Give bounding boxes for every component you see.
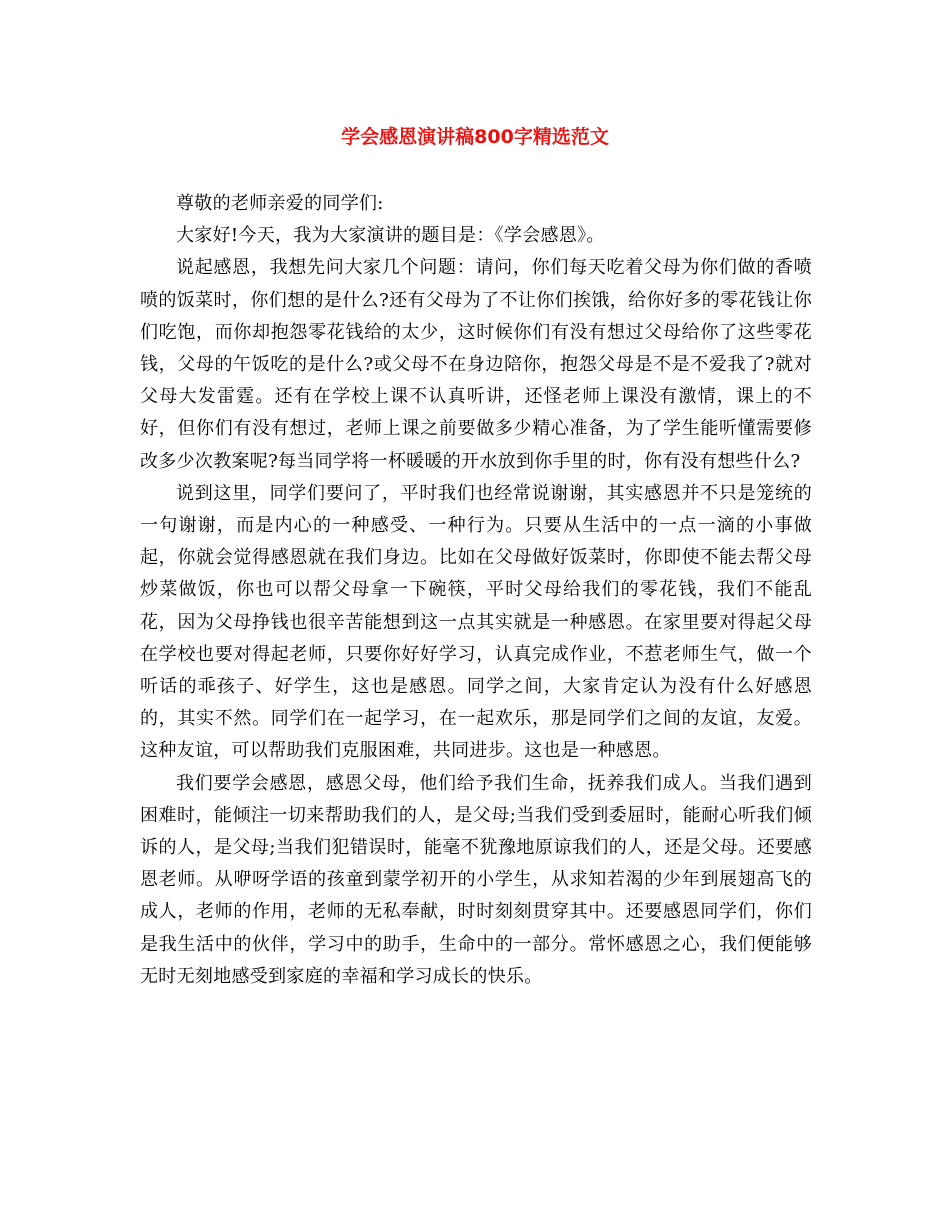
body-paragraph: 说到这里，同学们要问了，平时我们也经常说谢谢，其实感恩并不只是笼统的一句谢谢，而是内心的一种感受、一种行为。只要从生活中的一点一滴的小事做起，你就会觉得感恩就在我们身边。比如在父母做好饭菜时，你即使不能去帮父母炒菜做饭，你也可以帮父母拿一下碗筷，平时父母给我们的零花钱，我们不能乱花，因为父母挣钱也很辛苦能想到这一点其实就是一种感恩。在家里要对得起父母在学校也要对得起老师，只要你好好学习，认真完成作业，不惹老师生气，做一个听话的乖孩子、好学生，这也是感恩。同学之间，大家肯定认为没有什么好感恩的，其实不然。同学们在一起学习，在一起欢乐，那是同学们之间的友谊，友爱。这种友谊，可以帮助我们克服困难，共同进步。这也是一种感恩。 [140, 482, 812, 762]
document-body [140, 188, 812, 993]
intro-paragraph: 大家好!今天，我为大家演讲的题目是：《学会感恩》。 [176, 225, 605, 247]
greeting-paragraph: 尊敬的老师亲爱的同学们: [176, 193, 384, 214]
body-paragraph: 说起感恩，我想先问大家几个问题：请问，你们每天吃着父母为你们做的香喷喷的饭菜时，你们想的是什么?还有父母为了不让你们挨饿，给你好多的零花钱让你们吃饱，而你却抱怨零花钱给的太少，这时候你们有没有想过父母给你了这些零花钱，父母的午饭吃的是什么?或父母不在身边陪你，抱怨父母是不是不爱我了?就对父母大发雷霆。还有在学校上课不认真听讲，还怪老师上课没有激情，课上的不好，但你们有没有想过，老师上课之前要做多少精心准备，为了学生能听懂需要修改多少次教案呢?每当同学将一杯暖暖的开水放到你手里的时，你有没有想些什么? [140, 257, 812, 472]
body-paragraph: 我们要学会感恩，感恩父母，他们给予我们生命，抚养我们成人。当我们遇到困难时，能倾注一切来帮助我们的人，是父母;当我们受到委屈时，能耐心听我们倾诉的人，是父母;当我们犯错误时，能毫不犹豫地原谅我们的人，还是父母。还要感恩老师。从咿呀学语的孩童到蒙学初开的小学生，从求知若渴的少年到展翅高飞的成人，老师的作用，老师的无私奉献，时时刻刻贯穿其中。还要感恩同学们，你们是我生活中的伙伴，学习中的助手，生命中的一部分。常怀感恩之心，我们便能够无时无刻地感受到家庭的幸福和学习成长的快乐。 [140, 772, 812, 987]
document-title: 学会感恩演讲稿800字精选范文 [341, 126, 609, 148]
